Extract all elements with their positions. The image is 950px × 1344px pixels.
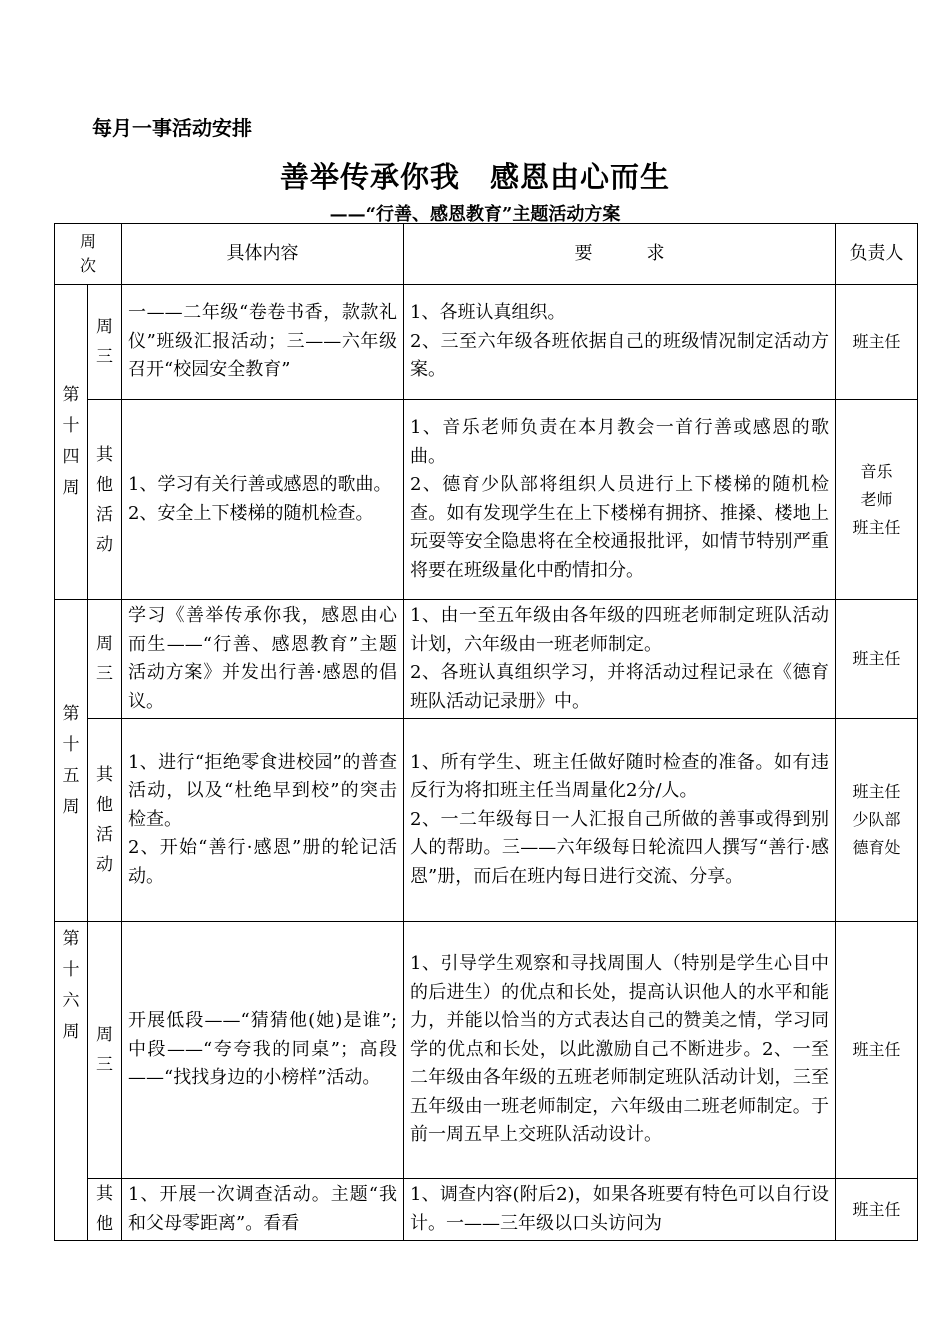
activity-content: 1、开展一次调查活动。主题“我和父母零距离”。看看 bbox=[122, 1179, 404, 1241]
activity-requirements: 1、由一至五年级由各年级的四班老师制定班队活动计划，六年级由一班老师制定。 2、各班认真组织学习，并将活动过程记录在《德育班队活动记录册》中。 bbox=[404, 600, 836, 719]
activity-responsible: 音乐 老师 班主任 bbox=[836, 400, 918, 600]
activity-requirements: 1、各班认真组织。 2、三至六年级各班依据自己的班级情况制定活动方案。 bbox=[404, 285, 836, 400]
header-responsible: 负责人 bbox=[836, 224, 918, 285]
activity-responsible: 班主任 bbox=[836, 922, 918, 1179]
activity-type: 周 三 bbox=[88, 600, 122, 719]
week-label: 第 十 六 周 bbox=[55, 922, 88, 1241]
activity-content: 一——二年级“卷卷书香，款款礼仪”班级汇报活动；三——六年级召开“校园安全教育” bbox=[122, 285, 404, 400]
activity-responsible: 班主任 bbox=[836, 600, 918, 719]
header-requirements: 要 求 bbox=[404, 224, 836, 285]
header-week: 周 次 bbox=[55, 224, 122, 285]
table-row bbox=[55, 1179, 918, 1241]
activity-content: 1、学习有关行善或感恩的歌曲。 2、安全上下楼梯的随机检查。 bbox=[122, 400, 404, 600]
activity-responsible: 班主任 bbox=[836, 285, 918, 400]
activity-type: 其 他 活 动 bbox=[88, 719, 122, 922]
activity-content: 1、进行“拒绝零食进校园”的普查活动，以及“杜绝早到校”的突击检查。 2、开始“善行·感恩”册的轮记活动。 bbox=[122, 719, 404, 922]
table-row bbox=[55, 400, 918, 600]
activity-responsible: 班主任 少队部 德育处 bbox=[836, 719, 918, 922]
activity-requirements: 1、调查内容(附后2)，如果各班要有特色可以自行设计。一——三年级以口头访问为 bbox=[404, 1179, 836, 1241]
activity-content: 开展低段——“猜猜他(她)是谁”;中段——“夸夸我的同桌”；高段——“找找身边的小榜样”活动。 bbox=[122, 922, 404, 1179]
table-row bbox=[55, 719, 918, 922]
activity-table bbox=[54, 223, 918, 1241]
activity-type: 周 三 bbox=[88, 285, 122, 400]
header-content: 具体内容 bbox=[122, 224, 404, 285]
activity-requirements: 1、所有学生、班主任做好随时检查的准备。如有违反行为将扣班主任当周量化2分/人。 2、一二年级每日一人汇报自己所做的善事或得到别人的帮助。三——六年级每日轮流四人撰写“善行·感恩”册，而后在班内每日进行交流、分享。 bbox=[404, 719, 836, 922]
activity-requirements: 1、引导学生观察和寻找周围人（特别是学生心目中的后进生）的优点和长处，提高认识他人的水平和能力，并能以恰当的方式表达自己的赞美之情，学习同学的优点和长处，以此激励自己不断进步。2、一至二年级由各年级的五班老师制定班队活动计划，三至五年级由一班老师制定，六年级由二班老师制定。于前一周五早上交班队活动设计。 bbox=[404, 922, 836, 1179]
page-heading: 每月一事活动安排 bbox=[92, 116, 252, 140]
table-row bbox=[55, 922, 918, 1179]
week-label: 第 十 五 周 bbox=[55, 600, 88, 922]
activity-type: 周 三 bbox=[88, 922, 122, 1179]
document-subtitle: ——“行善、感恩教育”主题活动方案 bbox=[329, 204, 621, 225]
activity-responsible: 班主任 bbox=[836, 1179, 918, 1241]
document-title: 善举传承你我 感恩由心而生 bbox=[279, 160, 670, 194]
table-header-row bbox=[55, 224, 918, 285]
table-row bbox=[55, 600, 918, 719]
activity-type: 其 他 bbox=[88, 1179, 122, 1241]
activity-requirements: 1、音乐老师负责在本月教会一首行善或感恩的歌曲。 2、德育少队部将组织人员进行上下楼梯的随机检查。如有发现学生在上下楼梯有拥挤、推搡、楼地上玩耍等安全隐患将在全校通报批评，如情节特别严重将要在班级量化中酌情扣分。 bbox=[404, 400, 836, 600]
table-row bbox=[55, 285, 918, 400]
activity-content: 学习《善举传承你我，感恩由心而生——“行善、感恩教育”主题活动方案》并发出行善·感恩的倡议。 bbox=[122, 600, 404, 719]
week-label: 第 十 四 周 bbox=[55, 285, 88, 600]
activity-type: 其 他 活 动 bbox=[88, 400, 122, 600]
